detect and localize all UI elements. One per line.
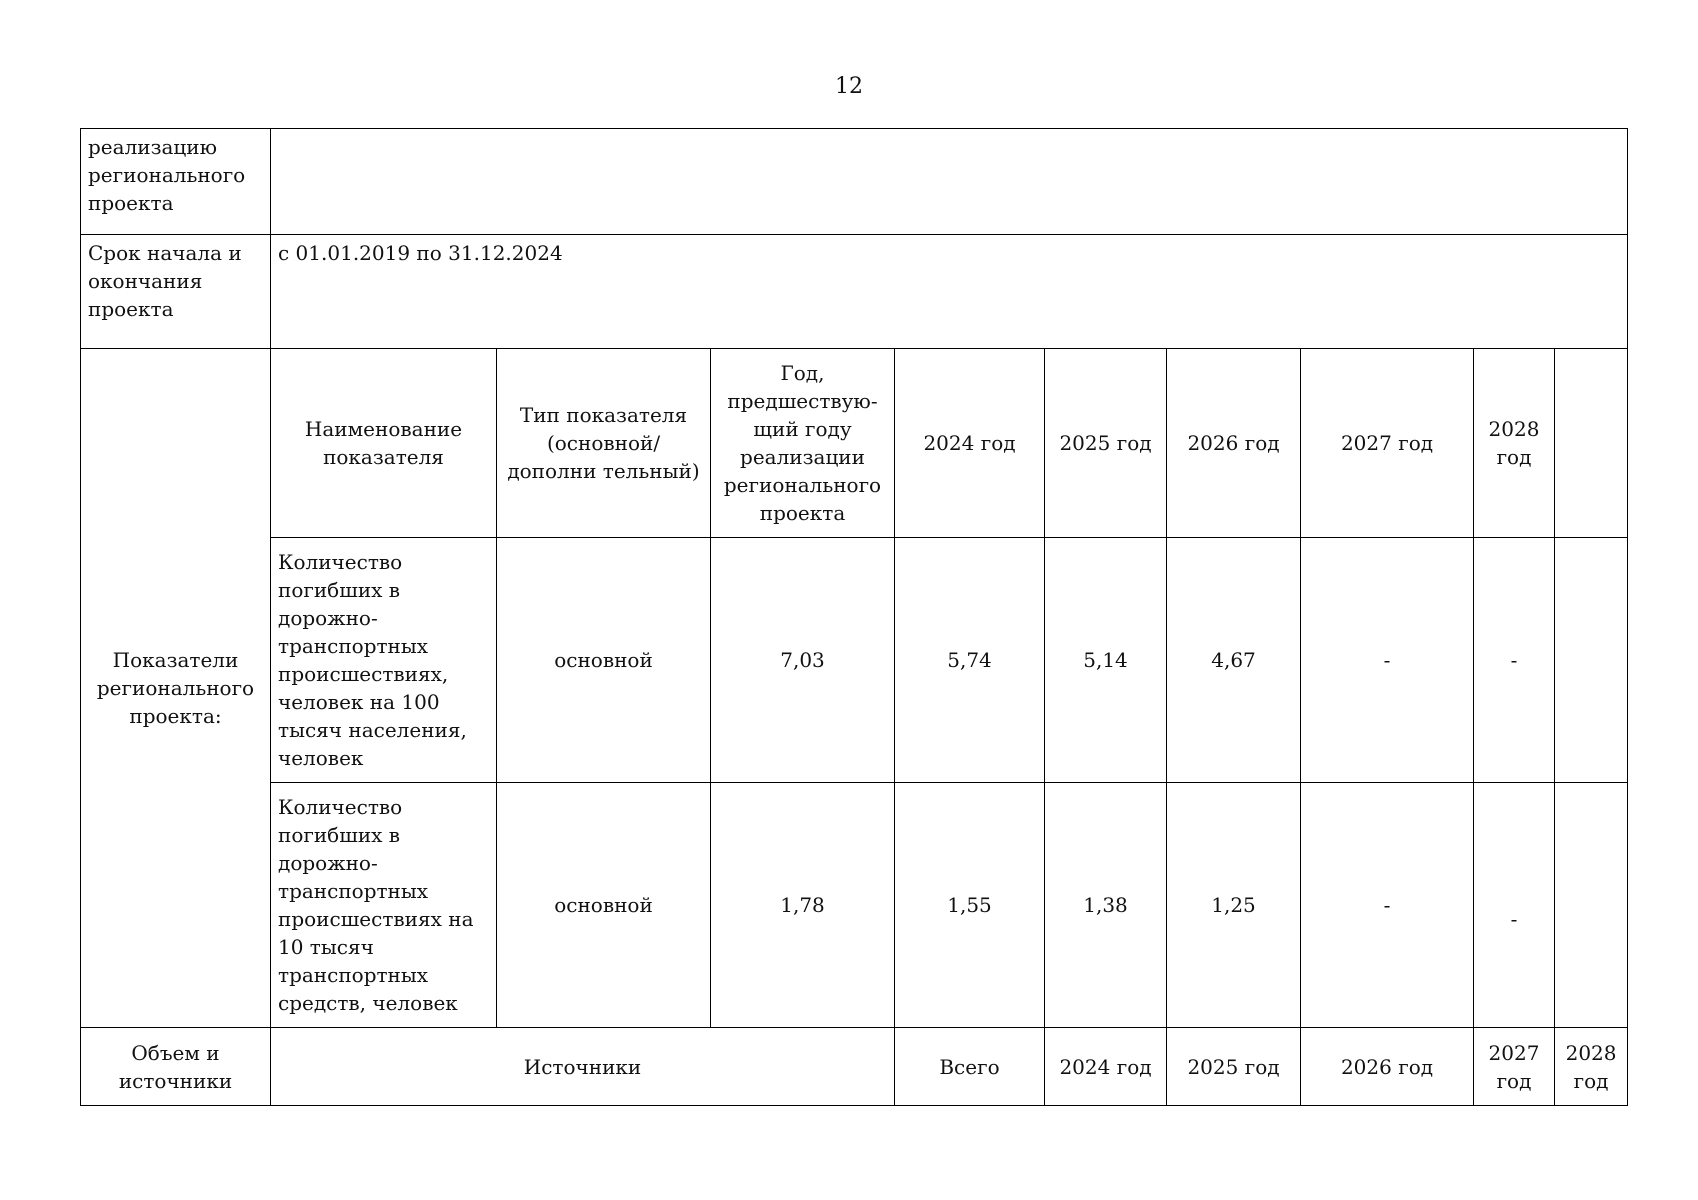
funding-label: Объем и источники (81, 1028, 271, 1106)
indicator-2024: 1,55 (895, 783, 1045, 1028)
funding-2026: 2026 год (1301, 1028, 1474, 1106)
header-2028: 2028 год (1474, 349, 1555, 538)
row-period (81, 235, 1628, 349)
indicator-row (81, 783, 1628, 1028)
indicator-2025: 5,14 (1045, 538, 1167, 783)
header-2027: 2027 год (1301, 349, 1474, 538)
indicator-2028-cell (1474, 783, 1555, 1028)
indicator-2024: 5,74 (895, 538, 1045, 783)
implementation-label: реализацию регионального проекта (81, 129, 271, 235)
indicators-section-label: Показатели регионального проекта: (81, 349, 271, 1028)
indicator-2026: 4,67 (1167, 538, 1301, 783)
header-indicator-name: Наименование показателя (271, 349, 497, 538)
funding-2024: 2024 год (1045, 1028, 1167, 1106)
indicator-2028: - (1510, 907, 1518, 931)
header-2026: 2026 год (1167, 349, 1301, 538)
indicator-row (81, 538, 1628, 783)
funding-total: Всего (895, 1028, 1045, 1106)
indicator-2025: 1,38 (1045, 783, 1167, 1028)
indicator-base-year: 1,78 (711, 783, 895, 1028)
header-extra (1555, 349, 1628, 538)
indicator-2027: - (1301, 538, 1474, 783)
funding-2025: 2025 год (1167, 1028, 1301, 1106)
period-value: с 01.01.2019 по 31.12.2024 (271, 235, 1628, 349)
funding-sources: Источники (271, 1028, 895, 1106)
indicator-2028: - (1474, 538, 1555, 783)
implementation-value (271, 129, 1628, 235)
funding-2027: 2027 год (1474, 1028, 1555, 1106)
page-number: 12 (835, 74, 863, 99)
indicator-2026: 1,25 (1167, 783, 1301, 1028)
header-indicator-type: Тип показателя (основной/дополни тельный) (497, 349, 711, 538)
header-base-year: Год, предшествую-щий году реализации регионального проекта (711, 349, 895, 538)
period-label: Срок начала и окончания проекта (81, 235, 271, 349)
indicators-header-row (81, 349, 1628, 538)
row-implementation (81, 129, 1628, 235)
indicator-type: основной (497, 783, 711, 1028)
indicator-type: основной (497, 538, 711, 783)
indicator-name: Количество погибших в дорожно-транспортных происшествиях, человек на 100 тысяч населения, человек (271, 538, 497, 783)
funding-row (81, 1028, 1628, 1106)
header-2024: 2024 год (895, 349, 1045, 538)
indicator-base-year: 7,03 (711, 538, 895, 783)
header-2025: 2025 год (1045, 349, 1167, 538)
indicator-extra (1555, 783, 1628, 1028)
indicator-2027: - (1301, 783, 1474, 1028)
funding-2028: 2028 год (1555, 1028, 1628, 1106)
indicator-name: Количество погибших в дорожно-транспортных происшествиях на 10 тысяч транспортных средств, человек (271, 783, 497, 1028)
project-passport-table (80, 128, 1628, 1106)
indicator-extra (1555, 538, 1628, 783)
